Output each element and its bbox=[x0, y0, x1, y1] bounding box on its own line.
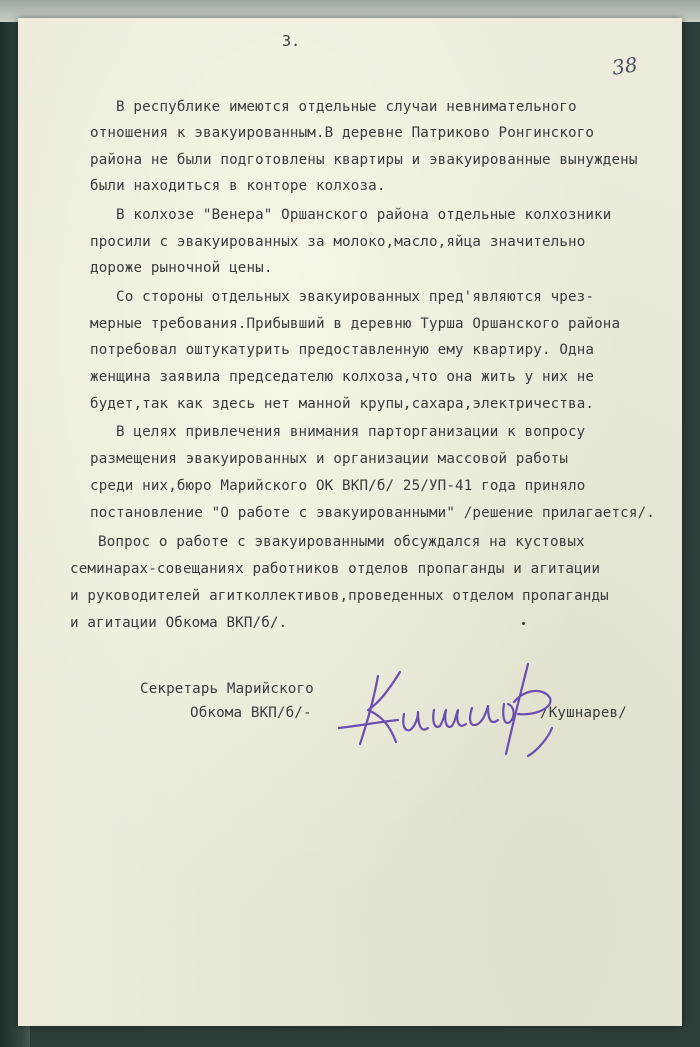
body-line: В целях привлечения внимания парторганизации к вопросу bbox=[116, 424, 586, 440]
body-line: Вопрос о работе с эвакуированными обсуждался на кустовых bbox=[98, 534, 585, 550]
body-line: среди них,бюро Марийского ОК ВКП/б/ 25/УП-41 года приняло bbox=[90, 478, 586, 494]
body-line: просили с эвакуированных за молоко,масло,яйца значительно bbox=[90, 234, 586, 250]
body-line: семинарах-совещаниях работников отделов пропаганды и агитации bbox=[70, 561, 601, 577]
signatory-name: /Кушнарев/ bbox=[540, 705, 627, 721]
body-line: размещения эвакуированных и организации массовой работы bbox=[90, 451, 569, 467]
body-line: и руководителей агитколлективов,проведенных отделом пропаганды bbox=[70, 588, 609, 604]
handwritten-signature bbox=[338, 658, 578, 768]
body-line: и агитации Обкома ВКП/б/. bbox=[70, 615, 288, 631]
body-line: постановление "О работе с эвакуированными" /решение прилагается/. bbox=[90, 505, 655, 521]
body-line: мерные требования.Прибывший в деревню Турша Оршанского района bbox=[90, 316, 621, 332]
body-line: В республике имеются отдельные случаи невнимательного bbox=[116, 99, 577, 115]
page-number: 3. bbox=[282, 32, 301, 50]
body-line: В колхозе "Венера" Оршанского района отдельные колхозники bbox=[116, 207, 612, 223]
ink-dot bbox=[522, 622, 525, 625]
signatory-office: Обкома ВКП/б/- bbox=[190, 705, 312, 721]
body-line: женщина заявила председателю колхоза,что она жить у них не bbox=[90, 369, 595, 385]
body-line: будет,так как здесь нет манной крупы,сахара,электричества. bbox=[90, 396, 595, 412]
body-line: были находиться в конторе колхоза. bbox=[90, 178, 386, 194]
body-line: отношения к эвакуированным.В деревне Патриково Ронгинского bbox=[90, 125, 595, 141]
body-line: района не были подготовлены квартиры и эвакуированные вынуждены bbox=[90, 152, 638, 168]
body-line: дороже рыночной цены. bbox=[90, 260, 273, 276]
signatory-title: Секретарь Марийского bbox=[140, 681, 314, 697]
body-line: потребовал оштукатурить предоставленную ему квартиру. Одна bbox=[90, 342, 595, 358]
body-line: Со стороны отдельных эвакуированных пред'являются чрез- bbox=[116, 289, 595, 305]
document-page bbox=[18, 18, 682, 1026]
archive-folio-number: 38 bbox=[610, 52, 639, 80]
